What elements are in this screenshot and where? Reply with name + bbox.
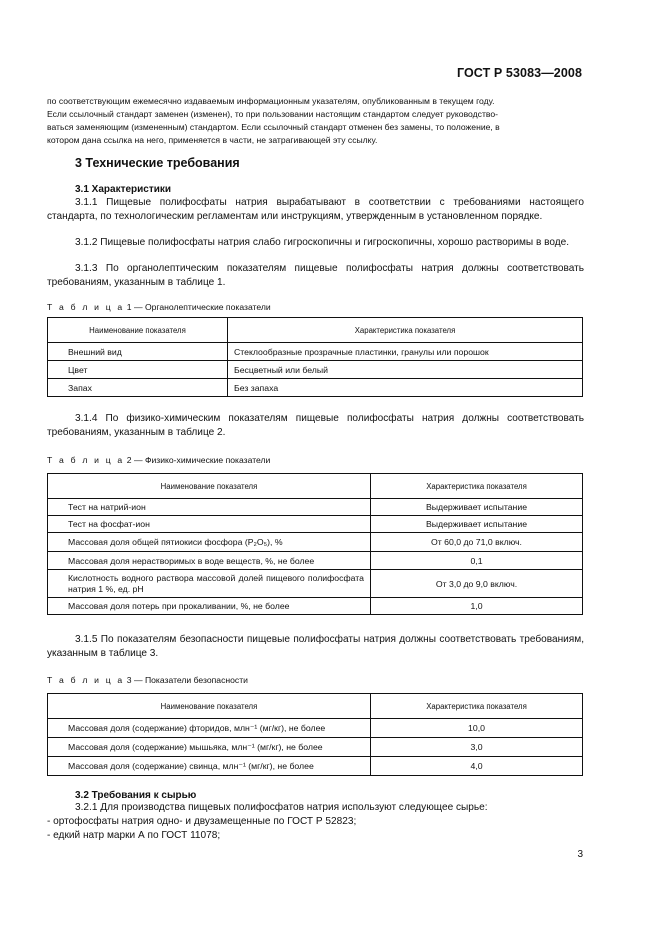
- intro-paragraph: [47, 95, 584, 147]
- paragraph-3-1-5: 3.1.5 По показателям безопасности пищевые полифосфаты натрия должны соответствовать требованиям, указанным в таблице 3.: [47, 634, 584, 659]
- intro-line: котором дана ссылка на него, применяется в части, не затрагивающей эту ссылку.: [47, 135, 378, 145]
- table-row: [48, 499, 583, 516]
- subsection-title: 3.1 Характеристики: [75, 184, 172, 195]
- caption-text: 1 — Органолептические показатели: [126, 302, 271, 312]
- intro-line: по соответствующим ежемесячно издаваемым информационным указателям, опубликованным в текущем году.: [47, 96, 495, 106]
- table-cell: Цвет: [48, 361, 228, 379]
- list-item: - едкий натр марки А по ГОСТ 11078;: [47, 830, 221, 841]
- table-row: [48, 552, 583, 570]
- table-row: [48, 343, 583, 361]
- caption-prefix: Т а б л и ц а: [47, 302, 125, 312]
- table-physico-chemical: [47, 473, 583, 615]
- table-cell: От 60,0 до 71,0 включ.: [371, 533, 583, 552]
- section-title: 3 Технические требования: [75, 156, 240, 170]
- table-cell: 1,0: [371, 598, 583, 615]
- table-cell: Тест на натрий-ион: [48, 499, 371, 516]
- page-number: 3: [577, 849, 583, 860]
- paragraph-3-1-3: 3.1.3 По органолептическим показателям пищевые полифосфаты натрия должны соответствовать требованиям, указанным в таблице 1.: [47, 263, 584, 288]
- table-cell: 10,0: [371, 719, 583, 738]
- caption-text: 2 — Физико-химические показатели: [126, 455, 271, 465]
- caption-prefix: Т а б л и ц а: [47, 675, 125, 685]
- column-header: Характеристика показателя: [371, 474, 583, 499]
- table-cell: 0,1: [371, 552, 583, 570]
- table-caption: [47, 455, 270, 465]
- document-code: ГОСТ Р 53083—2008: [456, 66, 582, 80]
- table-cell: 3,0: [371, 738, 583, 757]
- table-cell: Внешний вид: [48, 343, 228, 361]
- table-row: [48, 598, 583, 615]
- table-cell: Массовая доля (содержание) мышьяка, млн⁻¹ (мг/кг), не более: [48, 738, 371, 757]
- column-header: Характеристика показателя: [228, 318, 583, 343]
- table-row: [48, 757, 583, 776]
- table-row: [48, 533, 583, 552]
- paragraph-3-1-4: 3.1.4 По физико-химическим показателям пищевые полифосфаты натрия должны соответствовать требованиям, указанным в таблице 2.: [47, 413, 584, 438]
- table-cell: 4,0: [371, 757, 583, 776]
- table-safety: [47, 693, 583, 776]
- column-header: Характеристика показателя: [371, 694, 583, 719]
- subsection-title: 3.2 Требования к сырью: [75, 790, 197, 801]
- table-cell: Массовая доля (содержание) свинца, млн⁻¹ (мг/кг), не более: [48, 757, 371, 776]
- list-item: - ортофосфаты натрия одно- и двузамещенные по ГОСТ Р 52823;: [47, 816, 357, 827]
- table-cell: Массовая доля общей пятиокиси фосфора (P₂O₅), %: [48, 533, 371, 552]
- table-row: [48, 570, 583, 598]
- table-row: [48, 361, 583, 379]
- table-caption: [47, 675, 248, 685]
- paragraph-3-1-2: 3.1.2 Пищевые полифосфаты натрия слабо гигроскопичны и гигроскопичны, хорошо растворимы в воде.: [75, 237, 570, 248]
- caption-prefix: Т а б л и ц а: [47, 455, 125, 465]
- column-header: Наименование показателя: [48, 694, 371, 719]
- table-cell: Без запаха: [228, 379, 583, 397]
- table-cell: Выдерживает испытание: [371, 516, 583, 533]
- intro-line: ваться заменяющим (измененным) стандартом. Если ссылочный стандарт отменен без замены, то положение, в: [47, 122, 500, 132]
- caption-text: 3 — Показатели безопасности: [126, 675, 248, 685]
- table-cell: Бесцветный или белый: [228, 361, 583, 379]
- table-row: [48, 516, 583, 533]
- paragraph-3-2-1: 3.2.1 Для производства пищевых полифосфатов натрия используют следующее сырье:: [75, 802, 488, 813]
- column-header: Наименование показателя: [48, 318, 228, 343]
- table-cell: Массовая доля потерь при прокаливании, %, не более: [48, 598, 371, 615]
- table-row: [48, 738, 583, 757]
- table-cell: От 3,0 до 9,0 включ.: [371, 570, 583, 598]
- table-organoleptic: [47, 317, 583, 397]
- table-cell: Массовая доля нерастворимых в воде веществ, %, не более: [48, 552, 371, 570]
- table-cell: Запах: [48, 379, 228, 397]
- table-cell: Тест на фосфат-ион: [48, 516, 371, 533]
- table-row: [48, 379, 583, 397]
- column-header: Наименование показателя: [48, 474, 371, 499]
- table-caption: [47, 302, 271, 312]
- table-cell: Массовая доля (содержание) фторидов, млн⁻¹ (мг/кг), не более: [48, 719, 371, 738]
- paragraph-3-1-1: 3.1.1 Пищевые полифосфаты натрия вырабатывают в соответствии с требованиями настоящего стандарта, по технологическим регламентам или инструкциям, утвержденным в установленном порядке.: [47, 197, 584, 222]
- intro-line: Если ссылочный стандарт заменен (изменен), то при пользовании настоящим стандартом следует руководство-: [47, 109, 498, 119]
- table-row: [48, 719, 583, 738]
- table-cell: Кислотность водного раствора массовой долей пищевого полифосфата натрия 1 %, ед. рН: [48, 570, 371, 598]
- table-cell: Выдерживает испытание: [371, 499, 583, 516]
- table-cell: Стеклообразные прозрачные пластинки, гранулы или порошок: [228, 343, 583, 361]
